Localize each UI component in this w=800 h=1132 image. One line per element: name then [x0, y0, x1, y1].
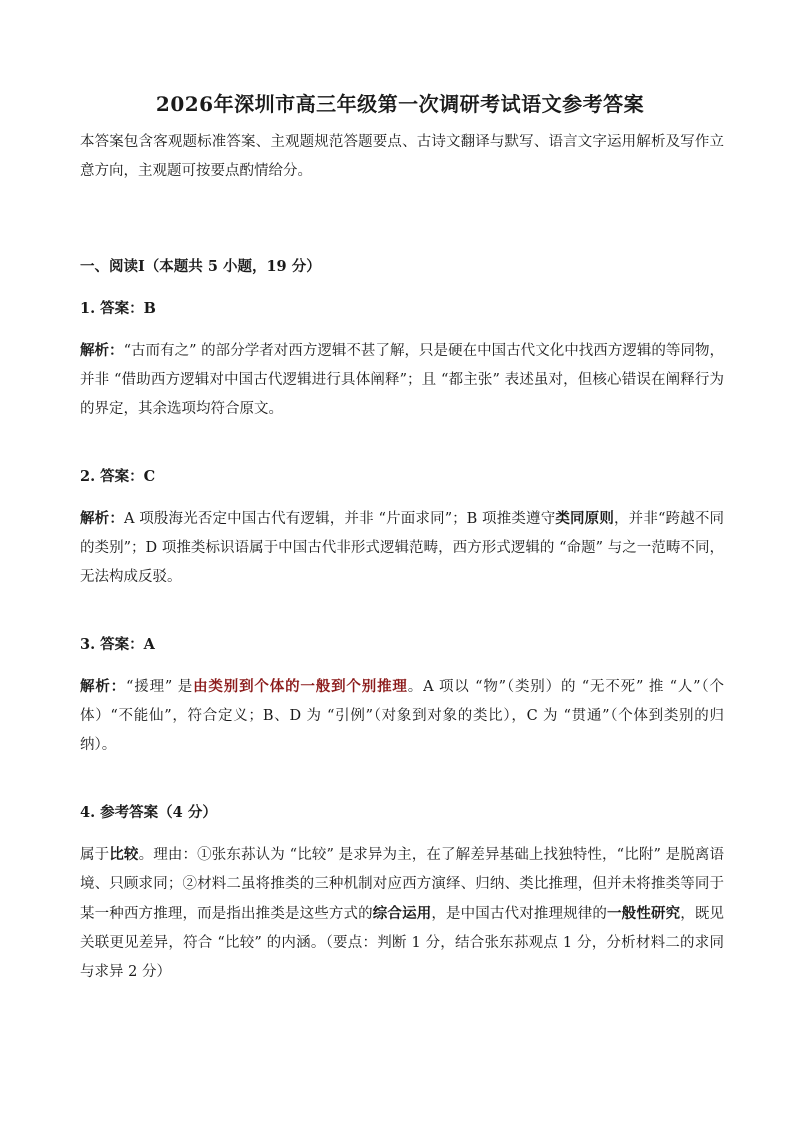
question-1-analysis — [80, 336, 724, 424]
analysis-label: 解析： — [80, 342, 124, 359]
analysis-bold-b: 综合运用 — [372, 905, 432, 922]
analysis-text-a: “援理” 是 — [126, 679, 194, 695]
analysis-text-b: ，并非“跨越不同的类别”；D 项推类标识语属于中国古代非形式逻辑范畴，西方形式逻辑的 “命题” 与之一范畴不同，无法构成反驳。 — [80, 511, 725, 585]
analysis-bold-c: 一般性研究 — [607, 905, 681, 922]
question-4 — [80, 798, 724, 987]
question-3-answer: 3. 答案：A — [80, 636, 155, 653]
analysis-text-d: ，既见关联更见差异，符合 “比较” 的内涵。（要点：判断 1 分，结合张东荪观点 1 分，分析材料二的求同与求异 2 分） — [80, 906, 725, 980]
analysis-text-a: 属于 — [80, 847, 110, 863]
analysis-text-b: 。理由：①张东荪认为 “比较” 是求异为主，在了解差异基础上找独特性，“比附” 是脱离语境、只顾求同；②材料二虽将推类的三种机制对应西方演绎、归纳、类比推理，但并未将推类等同于某一种西方推理，而是指出推类是这些方式的 — [80, 847, 725, 922]
intro-paragraph: 本答案包含客观题标准答案、主观题规范答题要点、古诗文翻译与默写、语言文字运用解析及写作立意方向，主观题可按要点酌情给分。 — [80, 134, 724, 179]
question-2 — [80, 462, 724, 592]
question-4-analysis — [80, 840, 724, 987]
question-2-answer: 2. 答案：C — [80, 468, 156, 485]
analysis-highlight: 由类别到个体的一般到个别推理 — [193, 678, 408, 695]
analysis-bold-a: 类同原则 — [555, 510, 614, 527]
analysis-bold-a: 比较 — [109, 846, 139, 863]
analysis-label: 解析： — [80, 510, 124, 527]
section-reading-1 — [80, 252, 724, 281]
question-2-analysis — [80, 504, 724, 592]
analysis-text: “古而有之” 的部分学者对西方逻辑不甚了解，只是硬在中国古代文化中找西方逻辑的等同物，并非 “借助西方逻辑对中国古代逻辑进行具体阐释”；且 “都主张” 表述虽对，但核心错误在阐释行为的界定，其余选项均符合原文。 — [80, 343, 724, 417]
question-1-answer: 1. 答案：B — [80, 300, 156, 317]
question-1 — [80, 294, 724, 424]
analysis-text-b: 。A 项以 “物”（类别）的 “无不死” 推 “人”（个体）“不能仙”，符合定义；B、D 为 “引例”（对象到对象的类比），C 为 “贯通”（个体到类别的归纳）。 — [80, 679, 725, 753]
question-4-answer: 4. 参考答案（4 分） — [80, 804, 217, 821]
page-title: 2026年深圳市高三年级第一次调研考试语文参考答案 — [155, 92, 645, 116]
question-3-analysis — [80, 672, 724, 760]
question-3 — [80, 630, 724, 760]
section-heading: 一、阅读Ⅰ（本题共 5 小题，19 分） — [80, 258, 321, 275]
analysis-text-a: A 项殷海光否定中国古代有逻辑，并非 “片面求同”；B 项推类遵守 — [123, 511, 556, 527]
analysis-text-c: ，是中国古代对推理规律的 — [431, 906, 608, 922]
analysis-label: 解析： — [80, 678, 126, 695]
